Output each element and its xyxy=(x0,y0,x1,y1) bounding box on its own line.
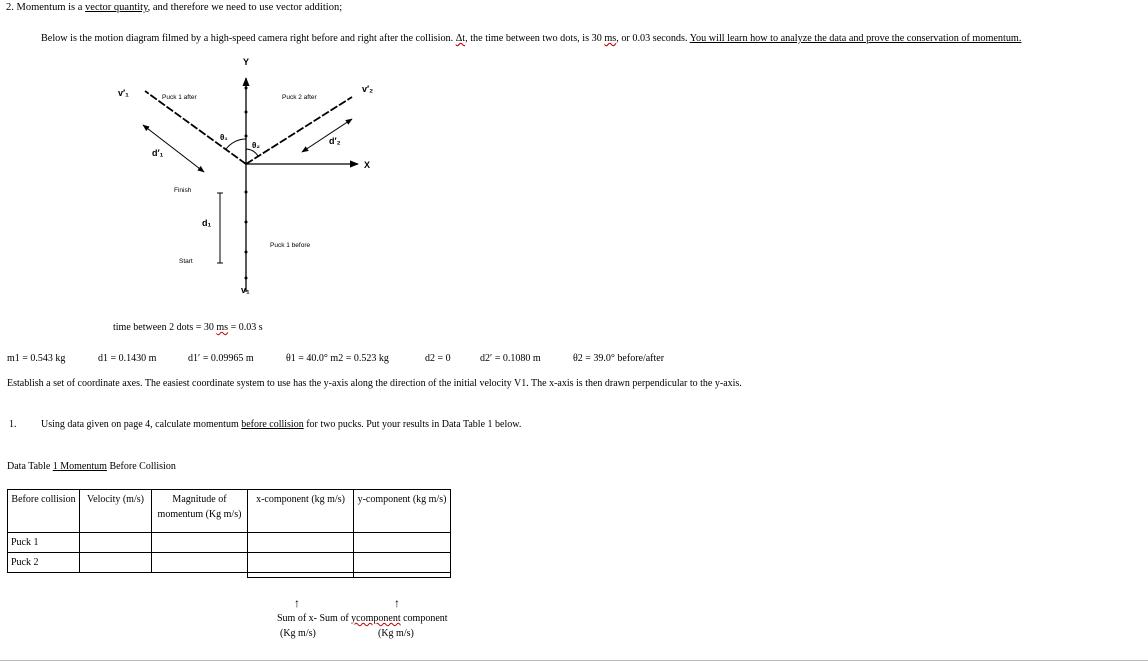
header-magnitude: Magnitude of momentum (Kg m/s) xyxy=(152,490,248,533)
theta2-arc xyxy=(246,149,258,156)
puck1-x-cell[interactable] xyxy=(248,533,354,553)
header-velocity: Velocity (m/s) xyxy=(80,490,152,533)
value-d1-prime: d1′ = 0.09965 m xyxy=(188,353,254,364)
value-m1: m1 = 0.543 kg xyxy=(7,353,66,364)
value-theta1-m2: θ1 = 40.0° m2 = 0.523 kg xyxy=(286,353,389,364)
puck1-before-label: Puck 1 before xyxy=(270,242,311,249)
sum-x-arrow: ↑ xyxy=(294,596,300,610)
puck2-velocity-cell[interactable] xyxy=(80,553,152,573)
start-label: Start xyxy=(179,258,193,265)
sum-y-arrow: ↑ xyxy=(394,596,400,610)
theta1-arc xyxy=(226,139,246,149)
value-d1: d1 = 0.1430 m xyxy=(98,353,157,364)
theta1-label: θ₁ xyxy=(220,133,228,142)
page-bottom-divider xyxy=(0,660,1148,661)
sum-x-cell[interactable] xyxy=(248,573,354,578)
establish-axes-text: Establish a set of coordinate axes. The easiest coordinate system to use has the y-axis along the direction of the initial velocity V1. The x-axis is then drawn perpendicular to the y-axis. xyxy=(7,378,742,389)
d2-prime-label: d′₂ xyxy=(329,136,341,146)
data-table-1 xyxy=(7,489,451,578)
puck1-y-cell[interactable] xyxy=(354,533,451,553)
sum-y-cell[interactable] xyxy=(354,573,451,578)
header-y-component: y-component (kg m/s) xyxy=(354,490,451,533)
value-theta2: θ2 = 39.0° before/after xyxy=(573,353,665,364)
row-label-puck1: Puck 1 xyxy=(8,533,80,553)
finish-label: Finish xyxy=(174,187,192,194)
sum-label: Sum of x- Sum of ycomponent component xyxy=(277,613,448,624)
puck2-after-label: Puck 2 after xyxy=(282,94,317,101)
value-d2: d2 = 0 xyxy=(425,353,451,364)
intro-paragraph: Below is the motion diagram filmed by a high-speed camera right before and right after the collision. Δt, the time between two dots, is 30 ms, or 0.03 seconds. You will learn how to analyze the data and prove the conservation of momentum. xyxy=(41,33,1022,44)
question-text: Using data given on page 4, calculate momentum before collision for two pucks. Put your results in Data Table 1 below. xyxy=(41,419,522,430)
table-row xyxy=(8,533,451,553)
table-title: Data Table 1 Momentum Before Collision xyxy=(7,461,176,472)
question-number: 1. xyxy=(9,419,17,430)
puck1-after-label: Puck 1 after xyxy=(162,94,197,101)
theta2-label: θ₂ xyxy=(252,141,260,150)
value-d2-prime: d2′ = 0.1080 m xyxy=(480,353,541,364)
heading: 2. Momentum is a vector quantity, and therefore we need to use vector addition; xyxy=(6,2,343,13)
table-row xyxy=(8,553,451,573)
sum-row xyxy=(8,573,451,578)
puck2-magnitude-cell[interactable] xyxy=(152,553,248,573)
v1-prime-label: v′₁ xyxy=(118,88,129,98)
v2-prime-label: v′₂ xyxy=(362,84,374,94)
d1-prime-label: d′₁ xyxy=(152,148,164,158)
puck2-y-cell[interactable] xyxy=(354,553,451,573)
row-label-puck2: Puck 2 xyxy=(8,553,80,573)
time-between-dots: time between 2 dots = 30 ms = 0.03 s xyxy=(113,322,263,333)
sum-y-unit: (Kg m/s) xyxy=(378,628,414,639)
puck2-x-cell[interactable] xyxy=(248,553,354,573)
puck2-after-path xyxy=(246,97,352,164)
d1-label: d₁ xyxy=(202,218,212,228)
y-axis-label: Y xyxy=(243,57,250,67)
x-axis-label: X xyxy=(364,160,371,170)
header-x-component: x-component (kg m/s) xyxy=(248,490,354,533)
puck1-magnitude-cell[interactable] xyxy=(152,533,248,553)
vector-quantity-link: vector quantity xyxy=(85,2,148,13)
v1-label: v₁ xyxy=(241,285,250,295)
sum-x-unit: (Kg m/s) xyxy=(280,628,316,639)
header-before-collision: Before collision xyxy=(8,490,80,533)
motion-diagram xyxy=(100,52,400,297)
puck1-velocity-cell[interactable] xyxy=(80,533,152,553)
